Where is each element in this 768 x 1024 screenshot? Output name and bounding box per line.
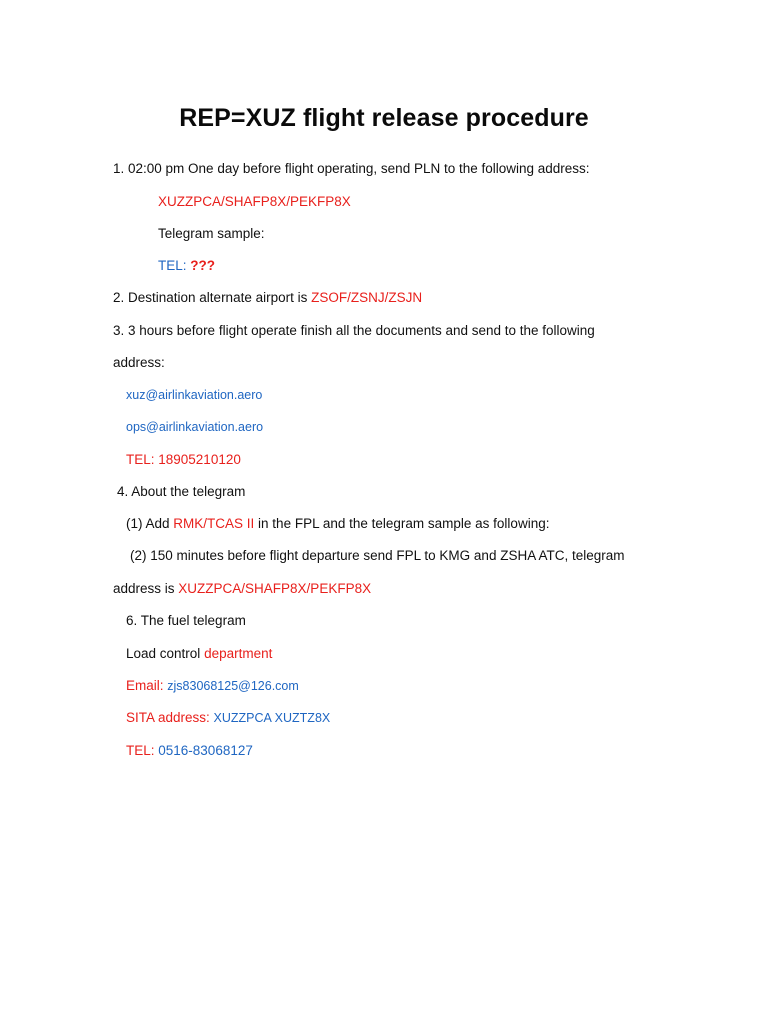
email-link-ops[interactable]: ops@airlinkaviation.aero [126,420,264,434]
sita-address-line [126,709,330,727]
sita-address-label: SITA address: [126,710,214,725]
section-4-heading: 4. About the telegram [117,484,246,499]
section-1-text: 1. 02:00 pm One day before flight operating, send PLN to the following address: [113,161,590,176]
sita-address-value: XUZZPCA XUZTZ8X [213,711,331,725]
item-1-pre: (1) Add [126,516,174,531]
fuel-email-label: Email: [126,678,168,693]
section-2-text: 2. Destination alternate airport is [113,290,312,305]
load-control-pre: Load control [126,646,205,661]
page-title: REP=XUZ flight release procedure [179,104,589,132]
section-1-tel [158,257,215,275]
section-3-text-line1: 3. 3 hours before flight operate finish all the documents and send to the following [113,323,595,338]
fuel-tel-line [126,742,253,760]
section-3-tel: TEL: 18905210120 [126,452,241,467]
item-1-remark: RMK/TCAS II [173,516,255,531]
section-4-item-2-line1: (2) 150 minutes before flight departure send FPL to KMG and ZSHA ATC, telegram [130,548,625,563]
item-2-pre: address is [113,581,179,596]
section-1-tel-value: ??? [190,258,216,273]
section-3-text-line2: address: [113,355,165,370]
email-link-xuz[interactable]: xuz@airlinkaviation.aero [126,388,263,402]
item-1-post: in the FPL and the telegram sample as following: [254,516,550,531]
section-1-address: XUZZPCA/SHAFP8X/PEKFP8X [158,194,351,209]
telegram-sample-label: Telegram sample: [158,226,265,241]
fuel-tel-label: TEL: [126,743,159,758]
fuel-tel-value: 0516-83068127 [158,743,253,758]
fuel-email-line [126,677,299,695]
load-control-line [126,645,272,663]
alternate-airports: ZSOF/ZSNJ/ZSJN [311,290,423,305]
section-4-item-2-line2 [113,580,371,598]
section-1-tel-label: TEL: [158,258,191,273]
section-6-heading: 6. The fuel telegram [126,613,246,628]
item-2-address: XUZZPCA/SHAFP8X/PEKFP8X [178,581,372,596]
section-2-line [113,289,422,307]
section-4-item-1 [126,515,549,533]
load-control-department: department [204,646,273,661]
fuel-email-link[interactable]: zjs83068125@126.com [167,679,299,693]
